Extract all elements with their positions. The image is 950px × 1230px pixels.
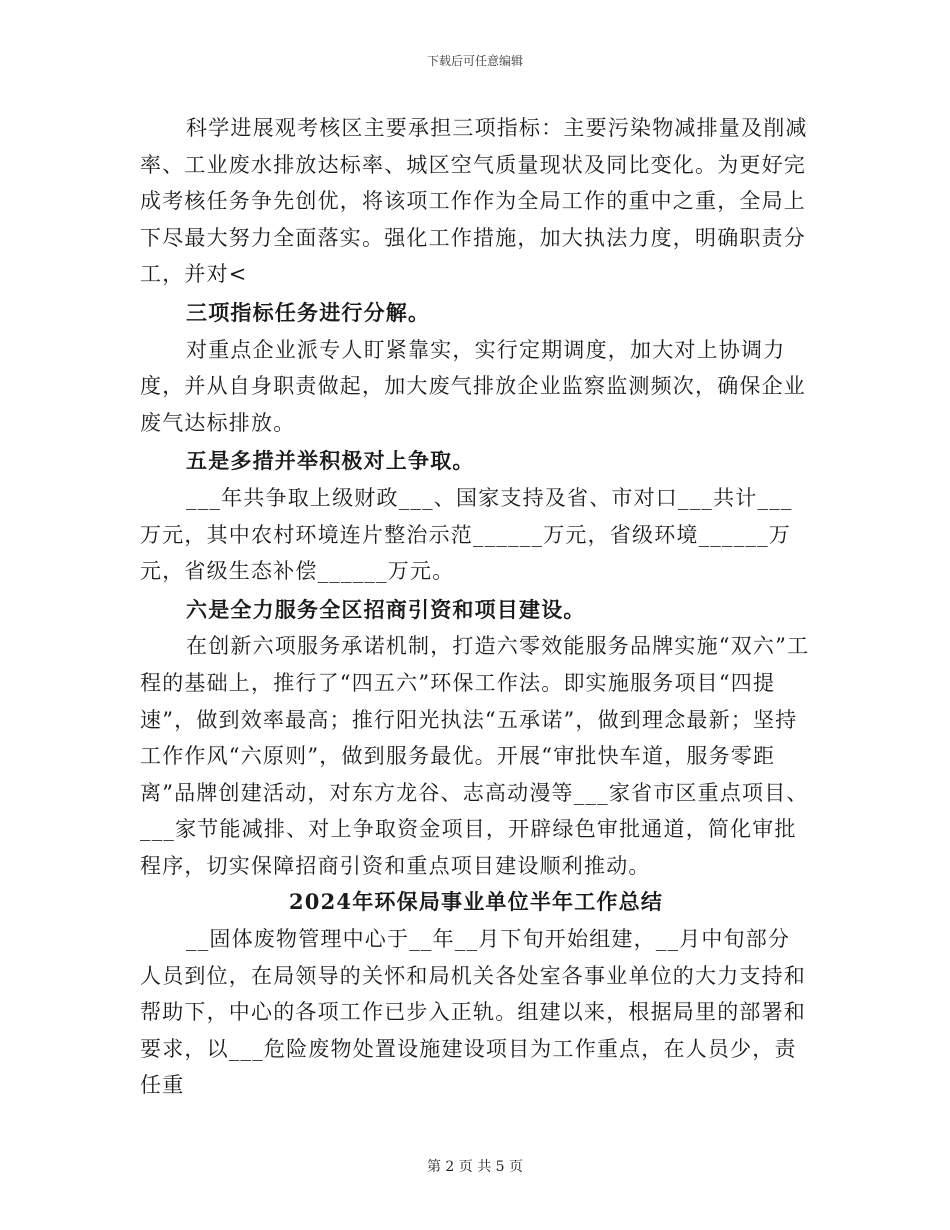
paragraph-service-commitment: 在创新六项服务承诺机制，打造六零效能服务品牌实施“双六”工程的基础上，推行了“四五六”环保工作法。即实施服务项目“四提速”，做到效率最高；推行阳光执法“五承诺”，做到理念最新；坚持工作作风“六原则”，做到服务最优。开展“审批快车道，服务零距离”品牌创建活动，对东方龙谷、志高动漫等___家省市区重点项目、___家节能减排、对上争取资金项目，开辟绿色审批通道，简化审批程序，切实保障招商引资和重点项目建设顺利推动。	[140, 634, 810, 878]
page-header: 下载后可任意编辑	[426, 54, 523, 68]
document-body	[140, 110, 812, 1104]
heading-task-decomposition: 三项指标任务进行分解。	[186, 299, 431, 325]
heading-point-five: 五是多措并举积极对上争取。	[186, 448, 475, 474]
heading-point-six: 六是全力服务全区招商引资和项目建设。	[186, 596, 586, 622]
paragraph-funding: ___年共争取上级财政___、国家支持及省、市对口___共计___万元，其中农村环境连片整治示范______万元，省级环境______万元，省级生态补偿______万元。	[140, 485, 793, 584]
paragraph-assessment-indicators: 科学进展观考核区主要承担三项指标：主要污染物减排量及削减率、工业废水排放达标率、城区空气质量现状及同比变化。为更好完成考核任务争先创优，将该项工作作为全局工作的重中之重，全局上下尽最大努力全面落实。强化工作措施，加大执法力度，明确职责分工，并对<	[140, 116, 808, 287]
paragraph-key-enterprises: 对重点企业派专人盯紧靠实，实行定期调度，加大对上协调力度，并从自身职责做起，加大废气排放企业监察监测频次，确保企业废气达标排放。	[140, 337, 806, 435]
page-footer: 第 2 页 共 5 页	[426, 1159, 524, 1175]
paragraph-solid-waste-center: __固体废物管理中心于__年__月下旬开始组建，__月中旬部分人员到位，在局领导的关怀和局机关各处室各事业单位的大力支持和帮助下，中心的各项工作已步入正轨。组建以来，根据局里的部署和要求，以___危险废物处置设施建设项目为工作重点，在人员少，责任重	[140, 927, 806, 1098]
section-title: 2024年环保局事业单位半年工作总结	[288, 889, 664, 915]
